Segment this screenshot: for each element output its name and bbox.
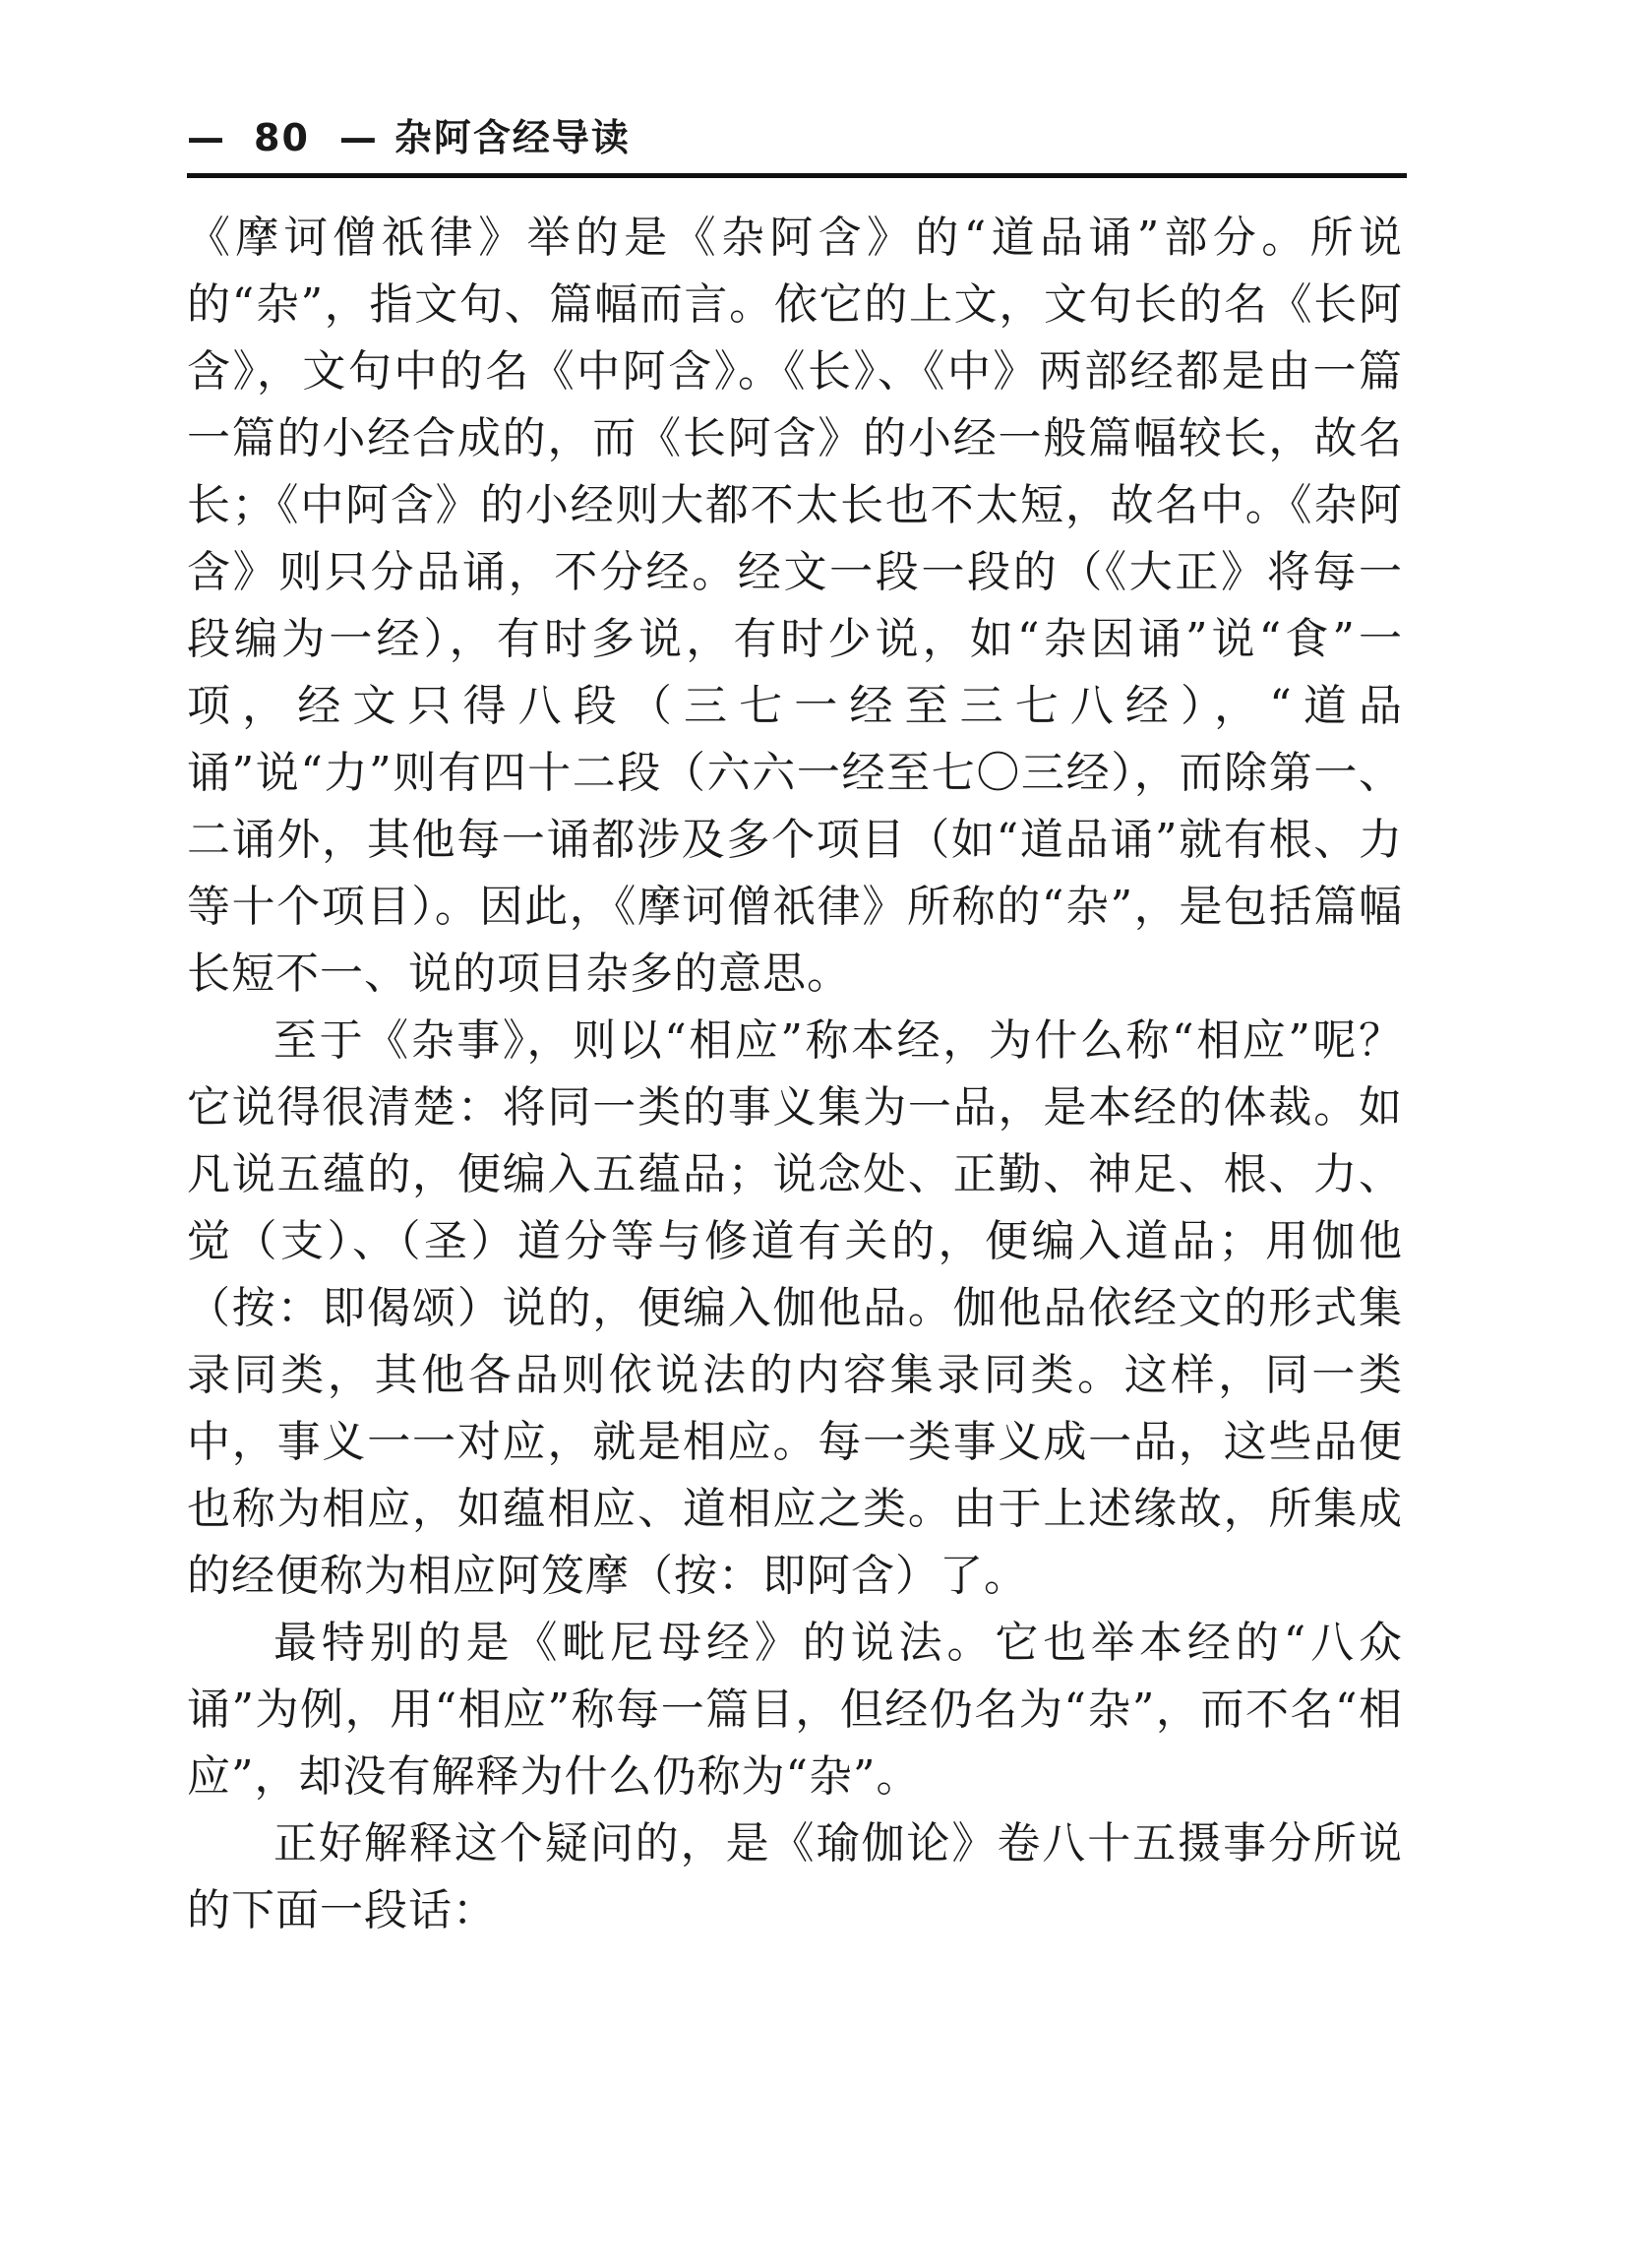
header-dash-left: — [187, 116, 226, 159]
paragraph: 至于《杂事》，则以“相应”称本经，为什么称“相应”呢？它说得很清楚：将同一类的事义集为一品，是本经的体裁。如凡说五蕴的，便编入五蕴品；说念处、正勤、神足、根、力、觉（支）、（圣）道分等与修道有关的，便编入道品；用伽他（按：即偈颂）说的，便编入伽他品。伽他品依经文的形式集录同类，其他各品则依说法的内容集录同类。这样，同一类中，事义一一对应，就是相应。每一类事义成一品，这些品便也称为相应，如蕴相应、道相应之类。由于上述缘故，所集成的经便称为相应阿笈摩（按：即阿含）了。 [187, 1015, 1403, 1601]
header-line [187, 112, 631, 163]
page-number: 80 [254, 116, 310, 159]
paragraph: 正好解释这个疑问的，是《瑜伽论》卷八十五摄事分所说的下面一段话： [187, 1818, 1403, 1935]
header-dash-right: — [338, 116, 379, 159]
header-rule [187, 173, 1407, 178]
book-title: 杂阿含经导读 [394, 116, 631, 159]
body-text [187, 205, 1403, 1944]
running-header [187, 100, 1407, 189]
paragraph: 《摩诃僧祇律》举的是《杂阿含》的“道品诵”部分。所说的“杂”，指文句、篇幅而言。依它的上文，文句长的名《长阿含》，文句中的名《中阿含》。《长》、《中》两部经都是由一篇一篇的小经合成的，而《长阿含》的小经一般篇幅较长，故名长；《中阿含》的小经则大都不太长也不太短，故名中。《杂阿含》则只分品诵，不分经。经文一段一段的（《大正》将每一段编为一经），有时多说，有时少说，如“杂因诵”说“食”一项，经文只得八段（三七一经至三七八经），“道品诵”说“力”则有四十二段（六六一经至七〇三经），而除第一、二诵外，其他每一诵都涉及多个项目（如“道品诵”就有根、力等十个项目）。因此，《摩诃僧祇律》所称的“杂”，是包括篇幅长短不一、说的项目杂多的意思。 [187, 213, 1403, 999]
paragraph: 最特别的是《毗尼母经》的说法。它也举本经的“八众诵”为例，用“相应”称每一篇目，但经仍名为“杂”，而不名“相应”，却没有解释为什么仍称为“杂”。 [187, 1618, 1403, 1802]
